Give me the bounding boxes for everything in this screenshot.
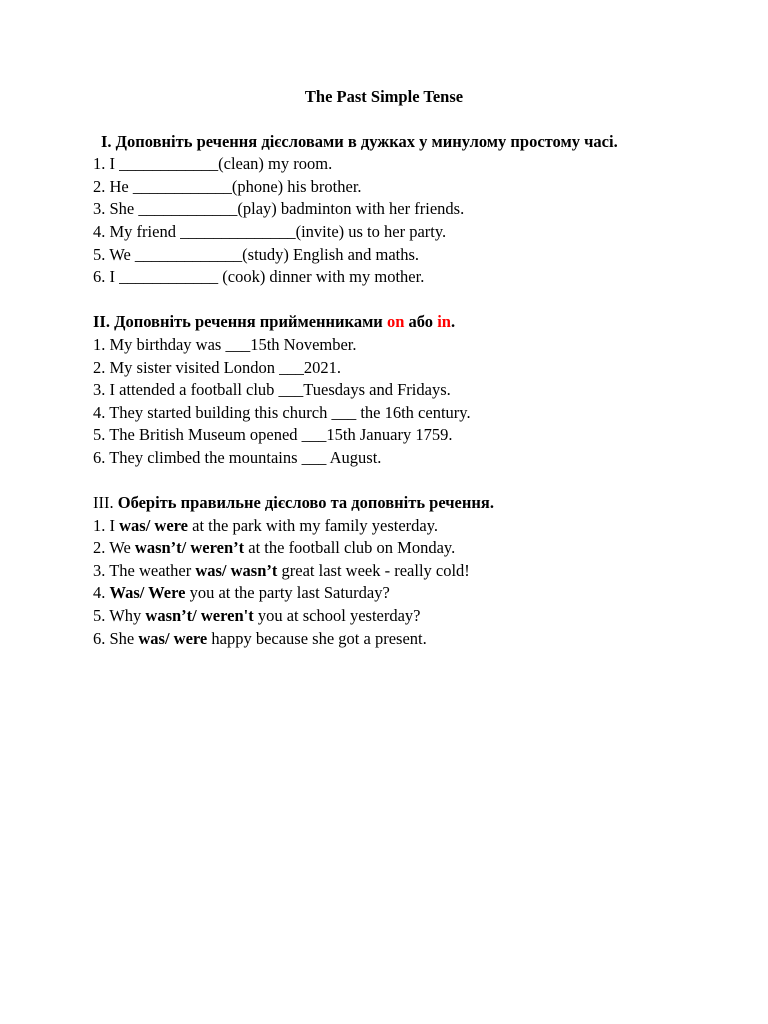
item-text: 5. Why — [93, 606, 146, 626]
verb-choice: wasn’t/ weren’t — [134, 538, 245, 558]
section3-heading — [93, 492, 713, 515]
verb-choice: Was/ Were — [109, 583, 186, 603]
verb-choice: was/ were — [138, 628, 208, 648]
section2-heading-mid: або — [404, 312, 438, 332]
section3-item — [93, 582, 713, 605]
page-title-text: The Past Simple Tense — [304, 87, 464, 106]
section3-item — [93, 537, 713, 560]
section3-item — [93, 515, 713, 538]
section3-item — [93, 628, 713, 651]
preposition-in: in — [437, 312, 451, 332]
section3-item — [93, 605, 713, 628]
section1-heading: I. Доповніть речення дієсловами в дужках у минулому простому часі. — [101, 131, 618, 151]
section3-heading-text: Оберіть правильне дієслово та доповніть речення. — [117, 493, 494, 513]
section2-heading-suffix: . — [450, 312, 456, 332]
section1-item: 5. We _____________(study) English and maths. — [93, 244, 420, 264]
section2-heading-text: II. Доповніть речення прийменниками — [93, 312, 387, 332]
item-text: 3. The weather — [93, 560, 196, 580]
page-title — [0, 86, 768, 108]
section3-item — [93, 560, 713, 583]
item-text: you at the party last Saturday? — [185, 583, 390, 603]
item-text: 4. — [93, 583, 110, 603]
item-text: at the park with my family yesterday. — [188, 515, 439, 535]
section2-item: 5. The British Museum opened ___15th January 1759. — [93, 425, 453, 445]
verb-choice: was/ were — [119, 515, 189, 535]
verb-choice: was/ wasn’t — [195, 560, 278, 580]
section1-item: 1. I ____________(clean) my room. — [93, 154, 333, 174]
item-text: 1. I — [93, 515, 120, 535]
section1-item: 3. She ____________(play) badminton with her friends. — [93, 199, 465, 219]
section2-item: 4. They started building this church ___ the 16th century. — [93, 402, 471, 422]
item-text: 6. She — [93, 628, 139, 648]
item-text: great last week - really cold! — [277, 560, 470, 580]
section2-item: 1. My birthday was ___15th November. — [93, 334, 357, 354]
section2-heading — [93, 311, 713, 334]
section3-heading-number: III. — [93, 493, 118, 513]
preposition-on: on — [386, 312, 405, 332]
verb-choice: wasn’t/ weren't — [145, 606, 254, 626]
item-text: 2. We — [93, 538, 135, 558]
section1-item: 4. My friend ______________(invite) us to her party. — [93, 221, 447, 241]
item-text: at the football club on Monday. — [244, 538, 456, 558]
section2-item: 6. They climbed the mountains ___ August. — [93, 447, 382, 467]
section2-item: 2. My sister visited London ___2021. — [93, 357, 341, 377]
item-text: happy because she got a present. — [207, 628, 427, 648]
section1-item: 2. He ____________(phone) his brother. — [93, 176, 362, 196]
worksheet-page — [93, 86, 713, 650]
section1-item: 6. I ____________ (cook) dinner with my mother. — [93, 267, 425, 287]
item-text: you at school yesterday? — [253, 606, 421, 626]
section2-item: 3. I attended a football club ___Tuesdays and Fridays. — [93, 380, 451, 400]
